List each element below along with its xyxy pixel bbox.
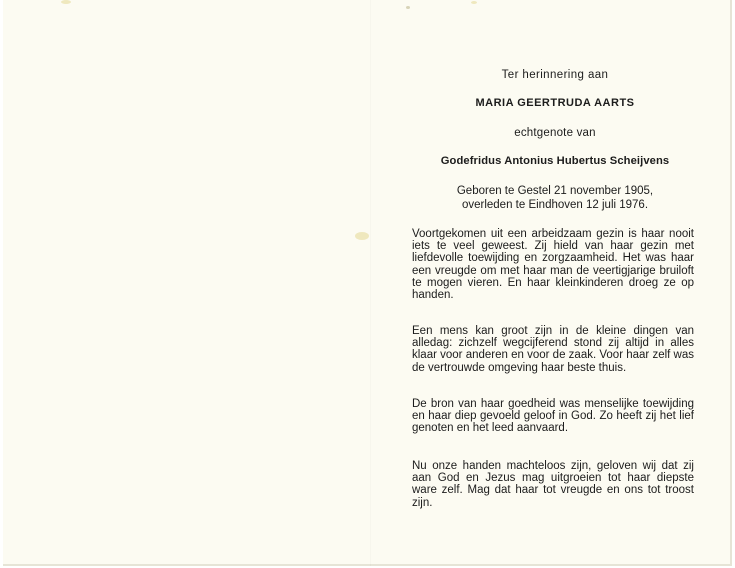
paragraph-3: De bron van haar goedheid was menselijke toewijding en haar diep gevoeld geloof in God. Zo heeft zij het lief genoten en het leed aanvaard. bbox=[412, 398, 694, 435]
deceased-name: MARIA GEERTRUDA AARTS bbox=[475, 97, 635, 109]
card-fold-line bbox=[370, 0, 371, 566]
paper-stain bbox=[471, 1, 477, 4]
paper-stain bbox=[61, 0, 71, 4]
intro-line: Ter herinnering aan bbox=[501, 69, 609, 81]
life-dates bbox=[410, 184, 700, 212]
paragraph-1: Voortgekomen uit een arbeidzaam gezin is haar nooit iets te veel geweest. Zij hield van haar gezin met liefdevolle toewijding en zorgzaamheid. Het was haar een vreugde om met haar man de veertigjarige bruiloft te mogen vieren. En haar kleinkinderen droeg ze op handen. bbox=[412, 228, 694, 302]
paper-stain bbox=[355, 232, 369, 240]
husband-name: Godefridus Antonius Hubertus Scheijvens bbox=[440, 155, 670, 167]
spouse-label: echtgenote van bbox=[514, 127, 596, 139]
birth-line: Geboren te Gestel 21 november 1905, bbox=[456, 185, 654, 197]
paragraph-2: Een mens kan groot zijn in de kleine dingen van alledag: zichzelf wegcijferend stond zij altijd in alles klaar voor anderen en voor de zaak. Voor haar zelf was de vertrouwde omgeving haar beste thuis. bbox=[412, 325, 694, 374]
paper-stain bbox=[406, 6, 410, 9]
paragraph-4: Nu onze handen machteloos zijn, geloven wij dat zij aan God en Jezus mag uitgroeien tot haar diepste ware zelf. Mag dat haar tot vreugde en ons tot troost zijn. bbox=[412, 460, 694, 509]
death-line: overleden te Eindhoven 12 juli 1976. bbox=[461, 199, 649, 211]
